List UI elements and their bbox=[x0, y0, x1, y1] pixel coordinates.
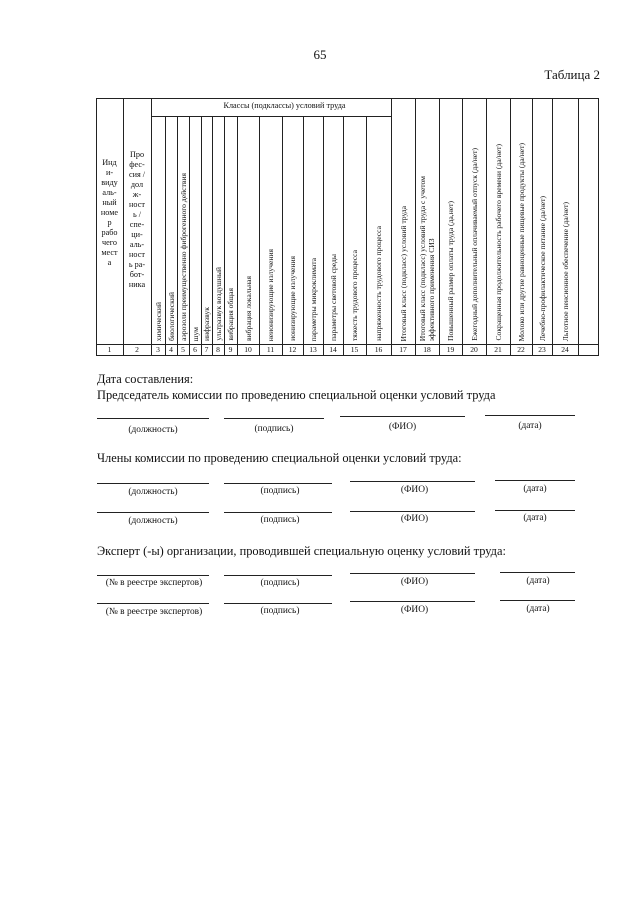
column-number-cell: 22 bbox=[517, 345, 525, 354]
column-divider bbox=[510, 98, 511, 356]
member2-fio-caption: (ФИО) bbox=[400, 514, 429, 524]
expert1-registry-caption: (№ в реестре экспертов) bbox=[105, 578, 203, 588]
col-header-text: тяжесть трудового процесса bbox=[350, 250, 359, 341]
col-header-label bbox=[397, 104, 409, 341]
member2-signature-caption: (подпись) bbox=[260, 515, 300, 525]
col-header-label bbox=[307, 122, 319, 341]
expert1-date-caption: (дата) bbox=[526, 576, 550, 586]
expert-label: Эксперт (-ы) организации, проводившей специальную оценку условий труда: bbox=[97, 544, 506, 558]
column-divider bbox=[259, 116, 260, 356]
col-header-text: напряженность трудового процесса bbox=[374, 226, 383, 341]
column-divider bbox=[282, 116, 283, 356]
chair-position-line bbox=[97, 418, 209, 419]
col-header-label bbox=[201, 122, 213, 341]
member2-fio-line bbox=[350, 511, 475, 512]
col-header-label bbox=[327, 122, 339, 341]
member2-date-caption: (дата) bbox=[523, 513, 547, 523]
column-number-cell: 19 bbox=[446, 345, 455, 354]
expert2-date-line bbox=[500, 600, 575, 601]
col-header-label bbox=[177, 122, 189, 341]
column-number-cell: 20 bbox=[470, 345, 478, 354]
member1-signature-line bbox=[224, 483, 332, 484]
column-divider bbox=[237, 116, 238, 356]
table-border-right bbox=[598, 98, 599, 356]
chair-date-line bbox=[485, 415, 575, 416]
column-divider bbox=[303, 116, 304, 356]
col-header-label bbox=[242, 122, 254, 341]
member2-signature-line bbox=[224, 512, 332, 513]
column-number-cell: 6 bbox=[193, 345, 197, 354]
col-header-text: параметры световой среды bbox=[328, 254, 338, 341]
member1-fio-caption: (ФИО) bbox=[400, 485, 429, 495]
column-number-cell: 4 bbox=[169, 345, 173, 354]
table-border-left bbox=[96, 98, 97, 356]
col-header-label bbox=[445, 104, 457, 341]
column-number-cell: 3 bbox=[156, 345, 160, 354]
col-header-label bbox=[225, 122, 237, 341]
col-header-workplace-number: Инд и- виду аль- ный номе р рабо чего мест а bbox=[100, 158, 119, 267]
col-header-text: Итоговый класс (подкласс) условий труда с учетом эффективного применения СИЗ bbox=[418, 175, 436, 341]
col-header-text: параметры микроклимата bbox=[308, 257, 318, 341]
column-number-cell: 10 bbox=[244, 345, 252, 354]
col-header-text: ионизирующие излучения bbox=[288, 256, 297, 341]
column-divider bbox=[366, 116, 367, 356]
column-number-cell: 24 bbox=[561, 345, 569, 354]
column-number-cell: 18 bbox=[423, 345, 431, 354]
col-header-text: неионизирующие излучения bbox=[266, 248, 275, 341]
member1-fio-line bbox=[350, 481, 475, 482]
column-number-cell: 15 bbox=[350, 345, 359, 354]
expert1-date-line bbox=[500, 572, 575, 573]
column-number-cell: 9 bbox=[228, 345, 233, 354]
column-divider bbox=[391, 98, 392, 356]
col-header-text: Лечебно-профилактическое питание (да/нет) bbox=[537, 195, 547, 341]
col-header-text: Льготное пенсионное обеспечение (да/нет) bbox=[560, 201, 570, 341]
col-header-label bbox=[265, 122, 277, 341]
chair-fio-line bbox=[340, 416, 465, 417]
expert1-signature-caption: (подпись) bbox=[260, 578, 300, 588]
col-header-label bbox=[536, 104, 548, 341]
chair-signature-line bbox=[224, 418, 324, 419]
column-number-cell: 7 bbox=[204, 345, 209, 354]
col-header-label bbox=[212, 122, 224, 341]
member1-date-line bbox=[495, 480, 575, 481]
col-header-label bbox=[492, 104, 504, 341]
expert1-fio-caption: (ФИО) bbox=[400, 577, 429, 587]
col-header-text: Повышенный размер оплаты труда (да,нет) bbox=[446, 201, 455, 341]
column-divider bbox=[323, 116, 324, 356]
member1-signature-caption: (подпись) bbox=[260, 486, 300, 496]
group-header-working-conditions-classes: Классы (подклассы) условий труда bbox=[223, 101, 346, 110]
column-number-cell: 8 bbox=[216, 345, 220, 354]
expert2-signature-caption: (подпись) bbox=[260, 606, 300, 616]
col-header-label bbox=[349, 122, 361, 341]
chair-label: Председатель комиссии по проведению специальной оценки условий труда bbox=[97, 388, 496, 402]
expert1-signature-line bbox=[224, 575, 332, 576]
column-divider bbox=[486, 98, 487, 356]
sout-results-table bbox=[96, 98, 599, 356]
column-number-cell: 23 bbox=[538, 345, 546, 354]
member1-date-caption: (дата) bbox=[523, 484, 547, 494]
chair-position-caption: (должность) bbox=[128, 425, 178, 435]
column-number-cell: 2 bbox=[135, 345, 139, 354]
expert1-fio-line bbox=[350, 573, 475, 574]
chair-signature-caption: (подпись) bbox=[254, 424, 294, 434]
member2-position-line bbox=[97, 512, 209, 513]
col-header-label bbox=[165, 122, 177, 341]
col-header-text: Сокращенная продолжительность рабочего времени (да/нет) bbox=[493, 144, 503, 341]
expert2-registry-caption: (№ в реестре экспертов) bbox=[105, 607, 203, 617]
col-header-label bbox=[373, 122, 385, 341]
col-header-label bbox=[559, 104, 571, 341]
col-header-text: Молоко или другие равноценные пищевые продукты (да/нет) bbox=[516, 142, 526, 341]
column-divider bbox=[415, 98, 416, 356]
column-divider bbox=[439, 98, 440, 356]
col-header-text: Итоговый класс (подкласс) условий труда bbox=[398, 205, 408, 341]
member2-date-line bbox=[495, 510, 575, 511]
expert2-registry-line bbox=[97, 603, 209, 604]
column-number-cell: 12 bbox=[288, 345, 297, 354]
member2-position-caption: (должность) bbox=[128, 516, 178, 526]
column-divider bbox=[462, 98, 463, 356]
col-header-label bbox=[417, 104, 437, 341]
column-divider bbox=[123, 98, 124, 356]
chair-fio-caption: (ФИО) bbox=[388, 422, 417, 432]
chair-date-caption: (дата) bbox=[518, 421, 542, 431]
col-header-profession: Про фес- сия / дол ж- ност ь / спе- ци- аль- ност ь ра- бот- ника bbox=[128, 150, 146, 289]
member1-position-caption: (должность) bbox=[128, 487, 178, 497]
column-divider bbox=[343, 116, 344, 356]
col-header-text: биологический bbox=[166, 292, 176, 341]
page-number: 65 bbox=[313, 47, 327, 62]
column-divider bbox=[552, 98, 553, 356]
table-border-top bbox=[96, 98, 599, 99]
column-divider bbox=[578, 98, 579, 356]
date-compiled-label: Дата составления: bbox=[97, 372, 194, 386]
column-number-cell: 5 bbox=[181, 345, 185, 354]
column-number-cell: 13 bbox=[309, 345, 317, 354]
group-header-underline bbox=[151, 116, 391, 117]
col-header-text: аэрозоли преимущественно фиброгенного действия bbox=[178, 173, 188, 341]
member1-position-line bbox=[97, 483, 209, 484]
col-header-label bbox=[287, 122, 299, 341]
col-header-label bbox=[189, 122, 201, 341]
col-header-label bbox=[515, 104, 527, 341]
col-header-text: вибрация локальная bbox=[243, 276, 253, 341]
members-label: Члены комиссии по проведению специальной оценки условий труда: bbox=[97, 451, 462, 465]
col-header-text: Ежегодный дополнительный оплачиваемый отпуск (да/нет) bbox=[469, 148, 479, 341]
table-caption: Таблица 2 bbox=[544, 67, 600, 82]
column-number-cell: 17 bbox=[399, 345, 407, 354]
column-number-cell: 14 bbox=[329, 345, 337, 354]
expert2-signature-line bbox=[224, 603, 332, 604]
expert1-registry-line bbox=[97, 575, 209, 576]
col-header-text: вибрация общая bbox=[226, 288, 235, 341]
col-header-text: инфразвук bbox=[202, 306, 211, 341]
col-header-label bbox=[468, 104, 480, 341]
col-header-label bbox=[152, 122, 164, 341]
expert2-fio-caption: (ФИО) bbox=[400, 605, 429, 615]
column-number-cell: 16 bbox=[374, 345, 383, 354]
expert2-date-caption: (дата) bbox=[526, 604, 550, 614]
col-header-text: ультразвук воздушный bbox=[213, 267, 223, 341]
col-header-text: шум bbox=[190, 326, 200, 341]
column-divider bbox=[532, 98, 533, 356]
column-number-cell: 1 bbox=[107, 345, 112, 354]
column-number-cell: 11 bbox=[266, 345, 275, 354]
col-header-text: химический bbox=[153, 301, 163, 341]
expert2-fio-line bbox=[350, 601, 475, 602]
column-number-cell: 21 bbox=[494, 345, 502, 354]
